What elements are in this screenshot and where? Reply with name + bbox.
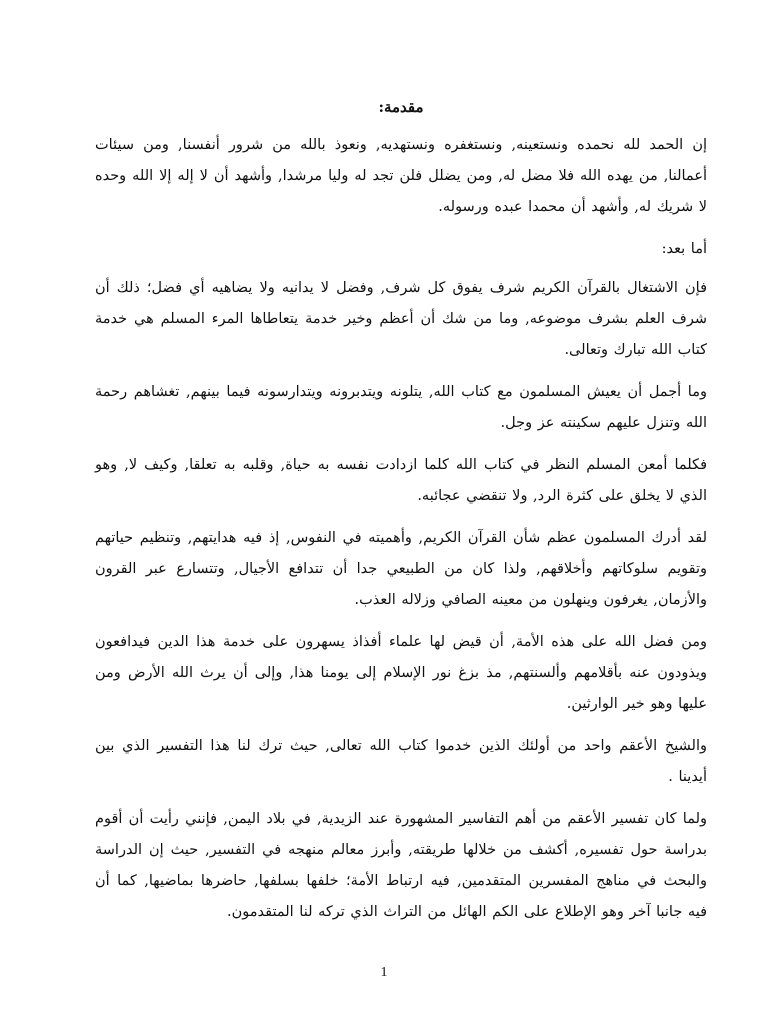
- paragraph-muslims-with-book: وما أجمل أن يعيش المسلمون مع كتاب الله, يتلونه ويتدبرونه ويتدارسونه فيما بينهم, تغشاهم رحمة الله وتنزل عليهم سكينته عز وجل.: [95, 384, 707, 431]
- paragraph-contemplation: فكلما أمعن المسلم النظر في كتاب الله كلما ازدادت نفسه به حياة, وقلبه به تعلقا, وكيف لا, وهو الذي لا يخلق على كثرة الرد, ولا تنقضي عجائبه.: [95, 457, 707, 504]
- page-title: مقدمة:: [378, 98, 424, 116]
- paragraph-muslims-realized: لقد أدرك المسلمون عظم شأن القرآن الكريم, وأهميته في النفوس, إذ فيه هدايتهم, وتنظيم حياتهم وتقويم سلوكاتهم وأخلاقهم, ولذا كان من الطبيعي جدا أن تتدافع الأجيال, وتتسارع عبر القرون والأزمان, يغرفون وينهلون من معينه الصافي وزلاله العذب.: [95, 530, 707, 608]
- paragraph-scholars-favor: ومن فضل الله على هذه الأمة, أن قيض لها علماء أفذاذ يسهرون على خدمة هذا الدين فيدافعون ويذودون عنه بأقلامهم وألسنتهم, مذ بزغ نور الإسلام إلى يومنا هذا, وإلى أن يرث الله الأرض ومن عليها وهو خير الوارثين.: [95, 634, 707, 712]
- document-page: [95, 96, 707, 939]
- paragraph-opening-praise: إن الحمد لله نحمده ونستعينه, ونستغفره ونستهديه, ونعوذ بالله من شرور أنفسنا, ومن سيئات أعمالنا, من يهده الله فلا مضل له, ومن يضلل فلن تجد له وليا مرشدا, وأشهد أن لا إله إلا الله وحده لا شريك له, وأشهد أن محمدا عبده ورسوله.: [95, 137, 707, 215]
- paragraph-quran-honor: فإن الاشتغال بالقرآن الكريم شرف يفوق كل شرف, وفضل لا يدانيه ولا يضاهيه أي فضل؛ ذلك أن شرف العلم بشرف موضوعه, وما من شك أن أعظم وخير خدمة يتعاطاها المرء المسلم هي خدمة كتاب الله تبارك وتعالى.: [95, 280, 707, 358]
- page-number: 1: [380, 965, 388, 980]
- paragraph-study-purpose: ولما كان تفسير الأعقم من أهم التفاسير المشهورة عند الزيدية, في بلاد اليمن, فإنني رأيت أن أقوم بدراسة حول تفسيره, أكشف من خلالها طريقته, وأبرز معالم منهجه في التفسير, حيث إن الدراسة والبحث في مناهج المفسرين المتقدمين, فيه ارتباط الأمة؛ خلفها بسلفها, حاضرها بماضيها, كما أن فيه جانبا آخر وهو الإطلاع على الكم الهائل من التراث الذي تركه لنا المتقدمون.: [95, 811, 707, 920]
- paragraph-amma-baad: أما بعد:: [661, 241, 707, 257]
- paragraph-sheikh-aqam: والشيخ الأعقم واحد من أولئك الذين خدموا كتاب الله تعالى, حيث ترك لنا هذا التفسير الذي بين أيدينا .: [95, 738, 707, 785]
